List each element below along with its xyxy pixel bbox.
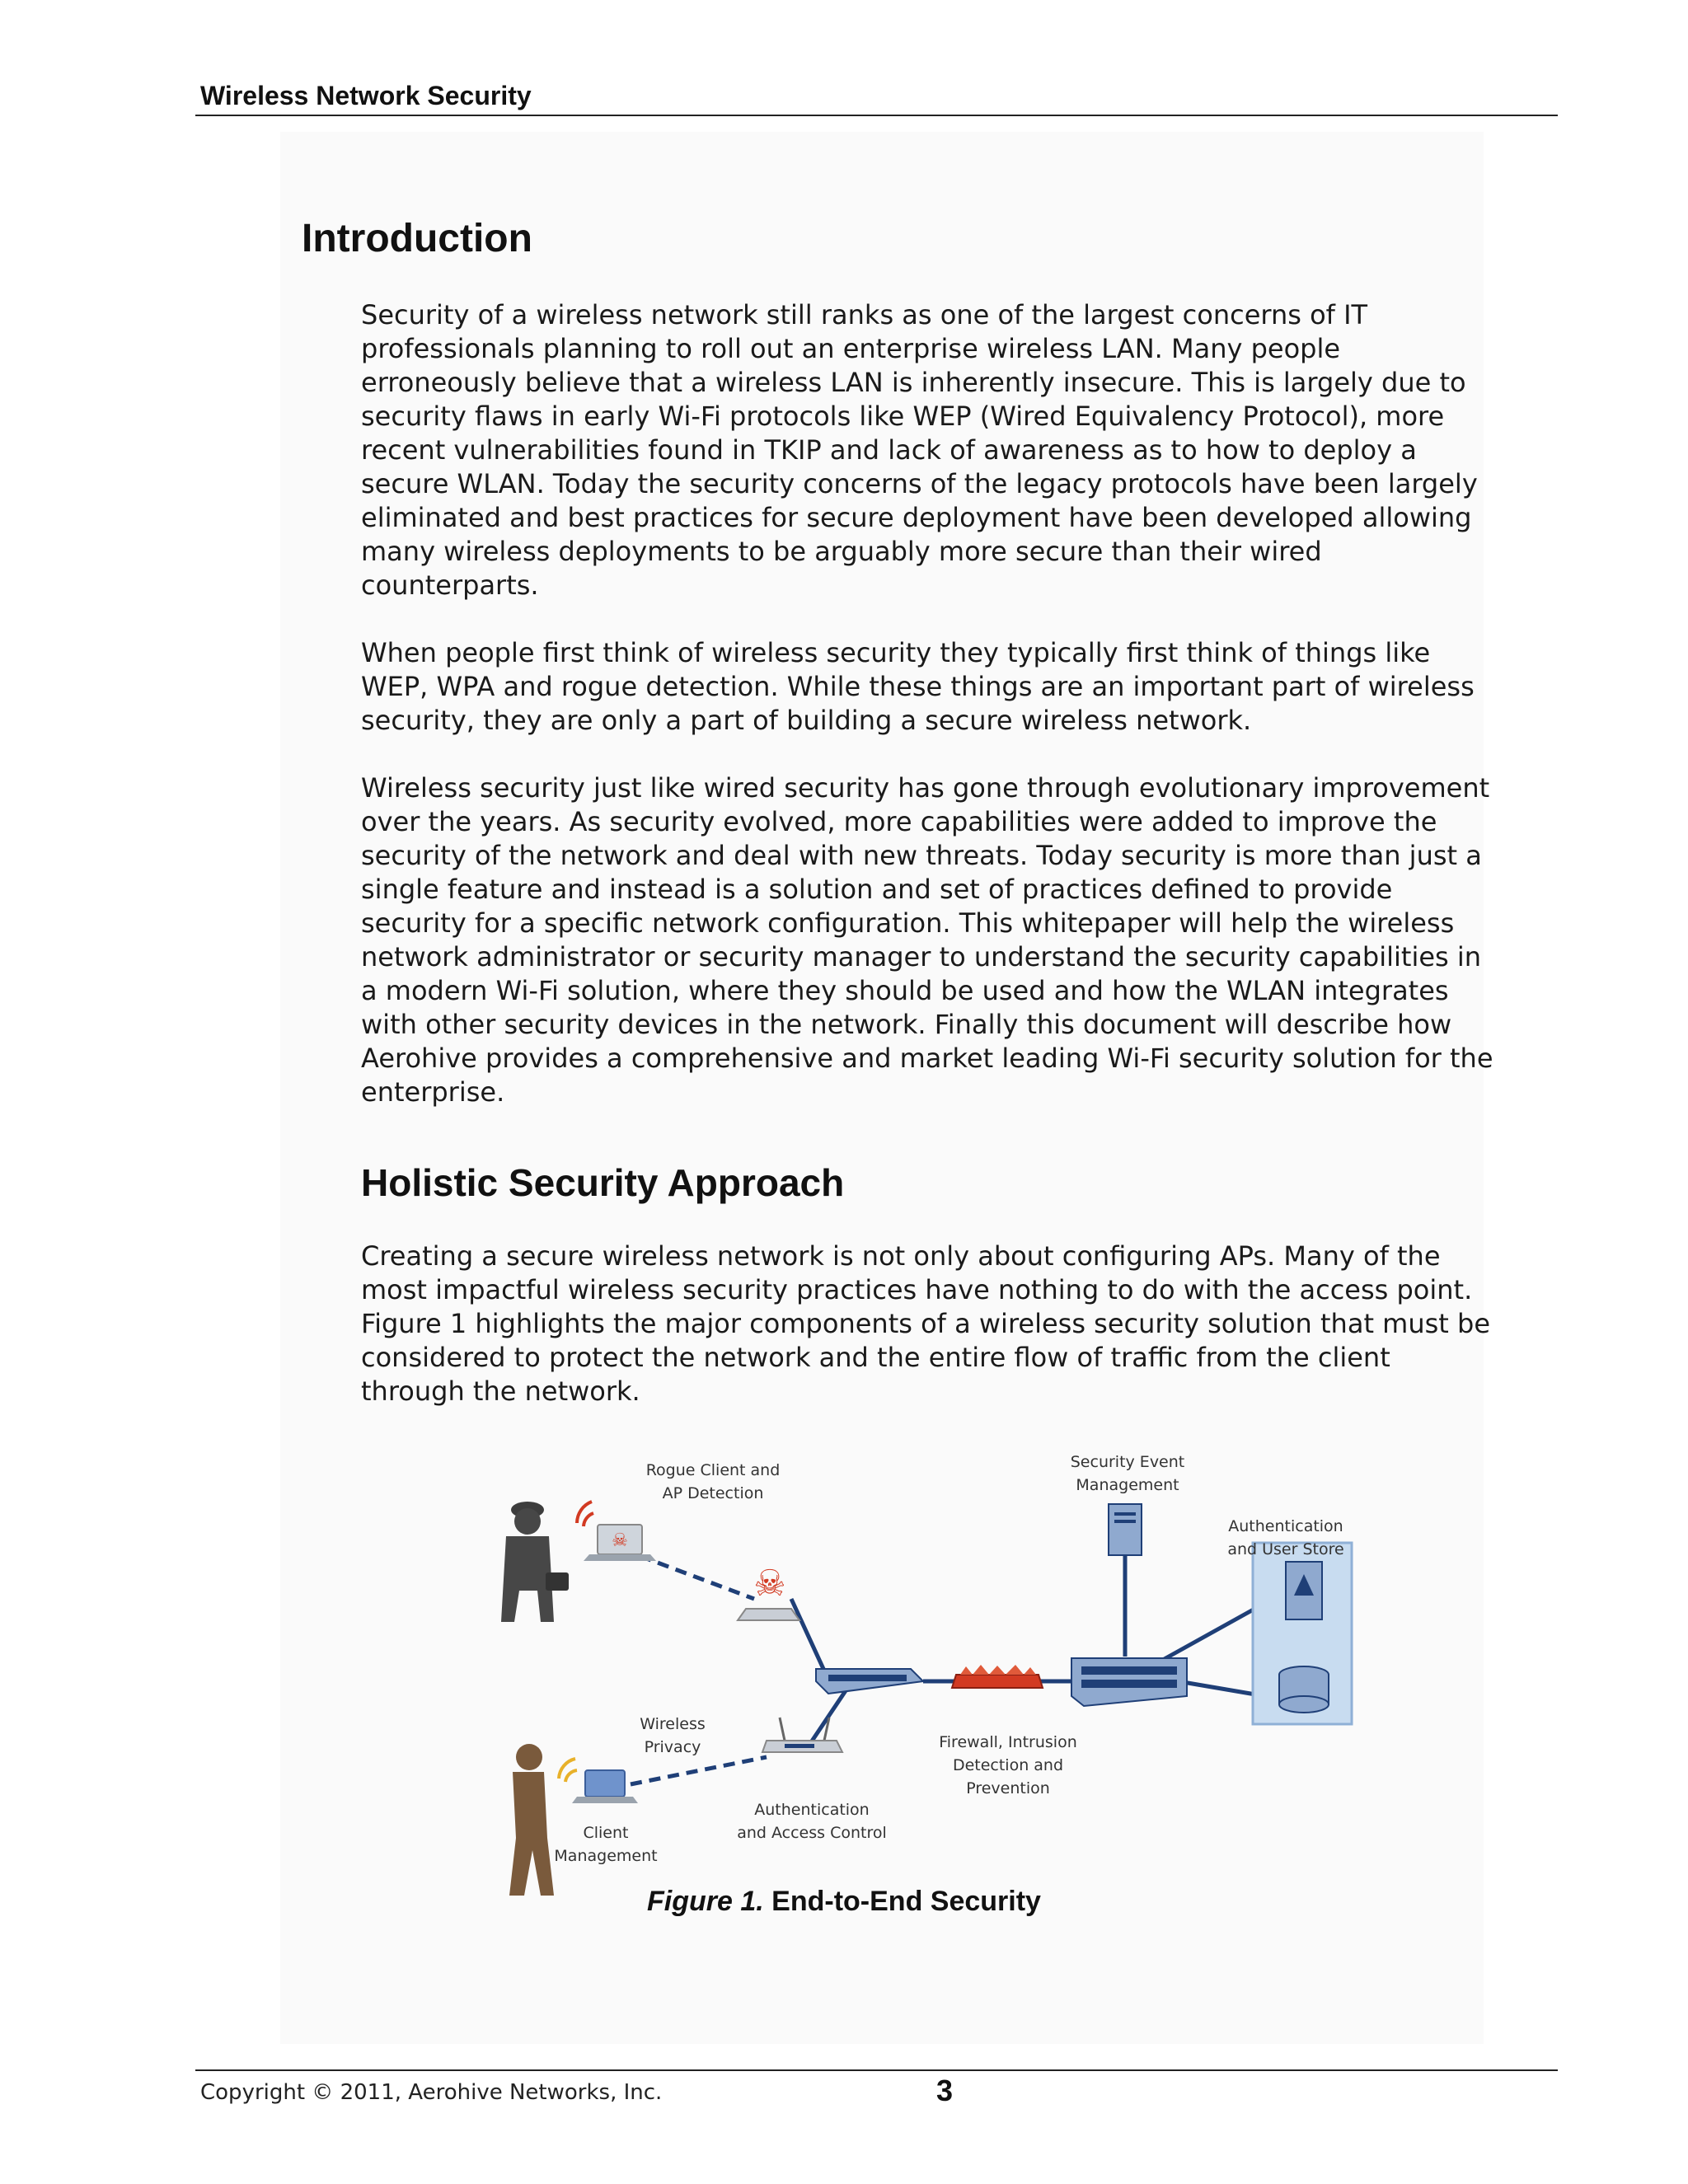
network-diagram bbox=[462, 1434, 1368, 1896]
label-sem-line2: Management bbox=[1076, 1476, 1179, 1494]
label-rogue-line2: AP Detection bbox=[662, 1484, 764, 1502]
section-heading-holistic: Holistic Security Approach bbox=[361, 1161, 845, 1204]
access-point-icon bbox=[762, 1718, 842, 1752]
label-privacy-line1: Wireless bbox=[640, 1715, 706, 1733]
label-firewall-line3: Prevention bbox=[966, 1779, 1050, 1797]
auth-user-store-box bbox=[1253, 1543, 1352, 1724]
label-sem-line1: Security Event bbox=[1070, 1453, 1185, 1471]
label-privacy-line2: Privacy bbox=[644, 1738, 701, 1756]
figure-caption-text: End-to-End Security bbox=[771, 1886, 1041, 1917]
label-rogue-line1: Rogue Client and bbox=[645, 1461, 781, 1479]
intro-paragraph-1: Security of a wireless network still ranks as one of the largest concerns of IT professionals planning to roll out an enterprise wireless LAN. Many people erroneously believe that a wireless LAN is inherently insecure. This is largely due to security flaws in early Wi-Fi protocols like WEP (Wired Equivalency Protocol), more recent vulnerabilities found in TKIP and lack of awareness as to how to deploy a secure WLAN. Today the security concerns of the legacy protocols have been largely eliminated and best practices for secure deployment have been developed allowing many wireless deployments to be arguably more secure than their wired counterparts. bbox=[361, 299, 1478, 601]
label-client-line2: Management bbox=[554, 1847, 658, 1865]
label-client-line1: Client bbox=[583, 1824, 629, 1842]
label-firewall-line2: Detection and bbox=[952, 1756, 1064, 1774]
rogue-person-icon bbox=[501, 1502, 569, 1622]
header-rule bbox=[195, 115, 1558, 116]
label-auth-store-line1: Authentication bbox=[1228, 1517, 1343, 1535]
user-database-icon bbox=[1279, 1666, 1329, 1713]
figure-caption bbox=[0, 1886, 1688, 1918]
firewall-icon bbox=[952, 1665, 1043, 1688]
label-authac-line1: Authentication bbox=[754, 1801, 870, 1819]
footer-rule bbox=[195, 2069, 1558, 2071]
svg-text:☠: ☠ bbox=[753, 1563, 786, 1605]
link-rogue-ap-switch bbox=[791, 1599, 828, 1680]
svg-text:☠: ☠ bbox=[612, 1530, 628, 1551]
rogue-laptop-icon bbox=[577, 1502, 656, 1561]
figure-caption-label: Figure 1. bbox=[647, 1886, 764, 1917]
core-switch-icon bbox=[1071, 1658, 1187, 1706]
label-auth-store-line2: and User Store bbox=[1227, 1540, 1344, 1558]
section-heading-introduction: Introduction bbox=[302, 217, 532, 260]
label-authac-line2: and Access Control bbox=[737, 1824, 887, 1842]
figure-end-to-end-security bbox=[462, 1434, 1368, 1896]
label-firewall-line1: Firewall, Intrusion bbox=[939, 1733, 1077, 1751]
link-client-dashed bbox=[631, 1757, 767, 1784]
network-links bbox=[791, 1554, 1265, 1747]
running-header: Wireless Network Security bbox=[200, 81, 532, 110]
client-person-icon bbox=[509, 1744, 554, 1896]
intro-paragraph-2: When people first think of wireless security they typically first think of things like WEP, WPA and rogue detection. While these things are an important part of wireless security, they are only a part of building a secure wireless network. bbox=[361, 637, 1475, 736]
intro-paragraph-3: Wireless security just like wired security has gone through evolutionary improvement over the years. As security evolved, more capabilities were added to improve the security of the network and deal with new threats. Today security is more than just a single feature and instead is a solution and set of practices defined to provide security for a specific network configuration. This whitepaper will help the wireless network administrator or security manager to understand the security capabilities in a modern Wi-Fi solution, where they should be used and how the WLAN integrates with other security devices in the network. Finally this document will describe how Aerohive provides a comprehensive and market leading Wi-Fi security solution for the enterprise. bbox=[361, 772, 1493, 1108]
sem-server-icon bbox=[1109, 1504, 1142, 1555]
access-switch-icon bbox=[816, 1669, 923, 1694]
rogue-access-point-icon bbox=[738, 1563, 799, 1620]
page-number: 3 bbox=[936, 2074, 954, 2107]
holistic-paragraph: Creating a secure wireless network is not only about configuring APs. Many of the most impactful wireless security practices have nothing to do with the access point. Figure 1 highlights the major components of a wireless security solution that must be considered to protect the network and the entire flow of traffic from the client through the network. bbox=[361, 1240, 1490, 1407]
link-core-auth-server bbox=[1154, 1603, 1265, 1665]
footer-copyright: Copyright © 2011, Aerohive Networks, Inc. bbox=[200, 2080, 663, 2105]
client-laptop-icon bbox=[559, 1759, 638, 1803]
